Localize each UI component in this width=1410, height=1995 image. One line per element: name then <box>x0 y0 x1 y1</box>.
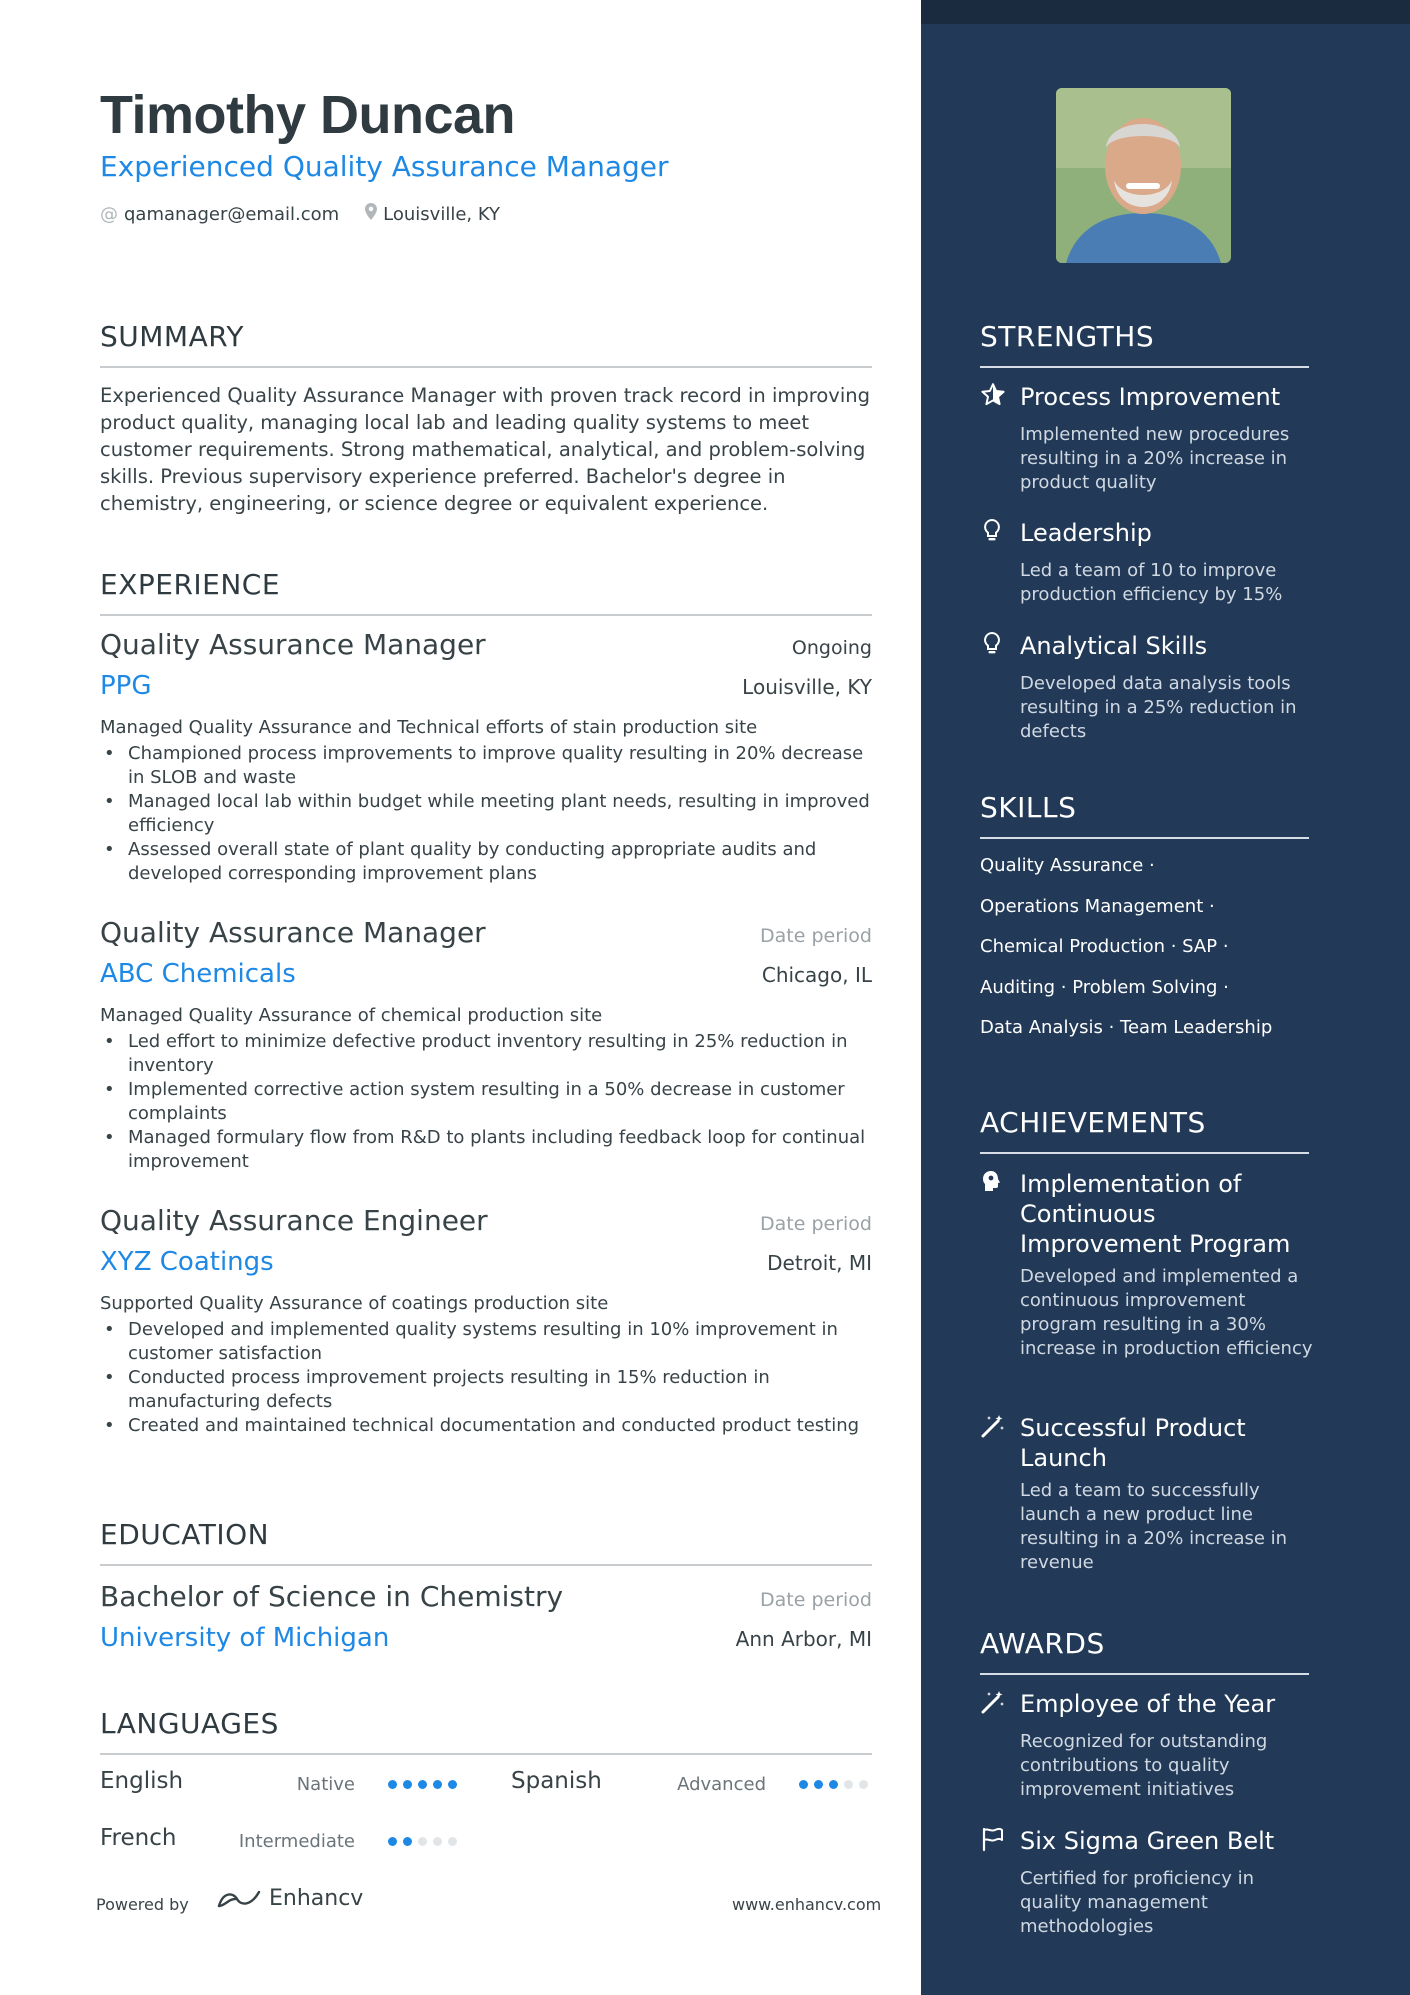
achievement-item <box>980 1413 1320 1575</box>
strength-title: Analytical Skills <box>1020 632 1208 660</box>
sidebar-top-bar <box>921 0 1410 24</box>
rating-dot-empty <box>433 1837 442 1846</box>
job-role: Quality Assurance Engineer <box>100 1204 488 1237</box>
location-pin-icon <box>365 203 377 225</box>
education-entry <box>100 1580 872 1653</box>
job-company[interactable]: PPG <box>100 671 152 701</box>
award-title: Six Sigma Green Belt <box>1020 1827 1275 1855</box>
language-item <box>100 1768 183 1794</box>
awards-divider <box>980 1673 1309 1675</box>
email-contact[interactable] <box>100 204 339 225</box>
footer-url[interactable]: www.enhancv.com <box>732 1895 882 1914</box>
awards-heading: AWARDS <box>980 1627 1105 1660</box>
brand-logo[interactable] <box>215 1886 363 1911</box>
languages-heading: LANGUAGES <box>100 1707 279 1740</box>
magic-wand-icon <box>980 1413 1020 1448</box>
job-role: Quality Assurance Manager <box>100 628 486 661</box>
bullet-item: • Assessed overall state of plant quality by conducting appropriate audits and developed corresponding improvement plans <box>100 838 872 886</box>
language-level: Intermediate <box>238 1831 355 1852</box>
contact-info <box>100 203 526 225</box>
award-item <box>980 1689 1320 1802</box>
at-icon: @ <box>100 203 118 225</box>
rating-dot-empty <box>844 1780 853 1789</box>
award-title: Employee of the Year <box>1020 1690 1276 1718</box>
languages-divider <box>100 1753 872 1755</box>
email-text: qamanager@email.com <box>124 203 340 225</box>
language-level: Native <box>296 1774 355 1795</box>
job-location: Detroit, MI <box>767 1251 872 1275</box>
strength-item <box>980 631 1320 744</box>
lightbulb-icon <box>980 631 1020 666</box>
job-description: Managed Quality Assurance and Technical efforts of stain production site <box>100 717 758 738</box>
degree-name: Bachelor of Science in Chemistry <box>100 1580 564 1613</box>
achievement-title: Successful Product Launch <box>1020 1414 1246 1472</box>
language-rating <box>799 1780 874 1789</box>
job-description: Supported Quality Assurance of coatings production site <box>100 1293 609 1314</box>
rating-dot-filled <box>388 1780 397 1789</box>
candidate-title: Experienced Quality Assurance Manager <box>100 150 669 183</box>
job-entry <box>100 628 872 886</box>
head-icon <box>980 1169 1020 1204</box>
achievement-description: Developed and implemented a continuous improvement program resulting in a 30% increase in production efficiency <box>1020 1266 1313 1359</box>
award-item <box>980 1826 1320 1939</box>
achievement-description: Led a team to successfully launch a new product line resulting in a 20% increase in revenue <box>1020 1480 1288 1573</box>
bullet-item: • Created and maintained technical documentation and conducted product testing <box>100 1414 872 1438</box>
summary-divider <box>100 366 872 368</box>
magic-wand-icon <box>980 1689 1020 1724</box>
job-entry <box>100 916 872 1174</box>
summary-text: Experienced Quality Assurance Manager with proven track record in improving product quality, managing local lab and leading quality systems to meet customer requirements. Strong mathematical, analytical, and problem-solving skills. Previous supervisory experience preferred. Bachelor's degree in chemistry, engineering, or science degree or equivalent experience. <box>100 384 870 515</box>
strength-item <box>980 382 1320 495</box>
rating-dot-filled <box>799 1780 808 1789</box>
sidebar <box>921 0 1410 1995</box>
job-date: Date period <box>760 1213 872 1235</box>
achievements-divider <box>980 1152 1309 1154</box>
skill-row: Operations Management · <box>980 895 1215 917</box>
award-description: Certified for proficiency in quality management methodologies <box>1020 1868 1254 1937</box>
language-name: English <box>100 1768 184 1794</box>
job-location: Louisville, KY <box>742 675 872 699</box>
language-rating <box>388 1837 463 1846</box>
rating-dot-filled <box>448 1780 457 1789</box>
education-heading: EDUCATION <box>100 1518 270 1551</box>
language-rating <box>388 1780 463 1789</box>
school-location: Ann Arbor, MI <box>735 1627 872 1651</box>
rating-dot-filled <box>814 1780 823 1789</box>
brand-name: Enhancv <box>269 1886 364 1911</box>
rating-dot-filled <box>433 1780 442 1789</box>
language-name: Spanish <box>511 1768 602 1794</box>
language-level: Advanced <box>677 1774 766 1795</box>
strength-item <box>980 518 1320 607</box>
powered-by-label: Powered by <box>96 1895 189 1914</box>
strength-description: Developed data analysis tools resulting in a 25% reduction in defects <box>1020 673 1297 742</box>
job-entry <box>100 1204 872 1438</box>
profile-photo <box>1056 88 1231 263</box>
strength-description: Implemented new procedures resulting in a 20% increase in product quality <box>1020 424 1290 493</box>
achievement-item <box>980 1169 1320 1361</box>
experience-divider <box>100 614 872 616</box>
job-bullets <box>100 1318 872 1438</box>
rating-dot-filled <box>403 1837 412 1846</box>
skill-row: Auditing · Problem Solving · <box>980 976 1229 998</box>
bullet-item: • Developed and implemented quality systems resulting in 10% improvement in customer satisfaction <box>100 1318 872 1366</box>
education-date: Date period <box>760 1589 872 1611</box>
job-company[interactable]: ABC Chemicals <box>100 959 296 989</box>
education-divider <box>100 1564 872 1566</box>
job-company[interactable]: XYZ Coatings <box>100 1247 274 1277</box>
lightbulb-icon <box>980 518 1020 553</box>
award-description: Recognized for outstanding contributions to quality improvement initiatives <box>1020 1731 1268 1800</box>
skills-heading: SKILLS <box>980 791 1077 824</box>
bullet-item: • Led effort to minimize defective product inventory resulting in 25% reduction in inventory <box>100 1030 872 1078</box>
location-text: Louisville, KY <box>383 203 501 225</box>
bullet-item: • Managed formulary flow from R&D to plants including feedback loop for continual improvement <box>100 1126 872 1174</box>
bullet-item: • Conducted process improvement projects resulting in 15% reduction in manufacturing defects <box>100 1366 872 1414</box>
strength-title: Process Improvement <box>1020 383 1281 411</box>
achievement-title: Implementation of Continuous Improvement Program <box>1020 1170 1291 1258</box>
bullet-item: • Implemented corrective action system resulting in a 50% decrease in customer complaints <box>100 1078 872 1126</box>
job-bullets <box>100 742 872 886</box>
bullet-item: • Championed process improvements to improve quality resulting in 20% decrease in SLOB and waste <box>100 742 872 790</box>
job-role: Quality Assurance Manager <box>100 916 486 949</box>
summary-heading: SUMMARY <box>100 320 245 353</box>
rating-dot-filled <box>403 1780 412 1789</box>
job-date: Date period <box>760 925 872 947</box>
achievements-heading: ACHIEVEMENTS <box>980 1106 1206 1139</box>
rating-dot-empty <box>448 1837 457 1846</box>
rating-dot-filled <box>829 1780 838 1789</box>
rating-dot-empty <box>859 1780 868 1789</box>
language-item <box>511 1768 602 1794</box>
strength-description: Led a team of 10 to improve production efficiency by 15% <box>1020 560 1283 605</box>
avatar <box>1056 88 1231 263</box>
skill-row: Data Analysis · Team Leadership <box>980 1017 1273 1038</box>
language-name: French <box>100 1825 177 1851</box>
bullet-item: • Managed local lab within budget while meeting plant needs, resulting in improved efficiency <box>100 790 872 838</box>
enhancv-logo-icon <box>215 1888 263 1910</box>
job-description: Managed Quality Assurance of chemical production site <box>100 1005 603 1026</box>
school-name[interactable]: University of Michigan <box>100 1623 390 1653</box>
candidate-name: Timothy Duncan <box>100 85 516 145</box>
job-date: Ongoing <box>791 637 872 659</box>
job-location: Chicago, IL <box>761 963 872 987</box>
strengths-divider <box>980 366 1309 368</box>
skill-row: Chemical Production · SAP · <box>980 936 1229 957</box>
star-icon <box>980 382 1020 417</box>
flag-icon <box>980 1826 1020 1861</box>
skills-list <box>980 852 1320 1055</box>
strength-title: Leadership <box>1020 519 1152 547</box>
language-item <box>100 1825 176 1851</box>
job-bullets <box>100 1030 872 1174</box>
strengths-heading: STRENGTHS <box>980 320 1155 353</box>
skills-divider <box>980 837 1309 839</box>
skill-row: Quality Assurance · <box>980 855 1155 876</box>
rating-dot-empty <box>418 1837 427 1846</box>
rating-dot-filled <box>388 1837 397 1846</box>
location-contact <box>365 203 500 225</box>
rating-dot-filled <box>418 1780 427 1789</box>
experience-heading: EXPERIENCE <box>100 568 281 601</box>
